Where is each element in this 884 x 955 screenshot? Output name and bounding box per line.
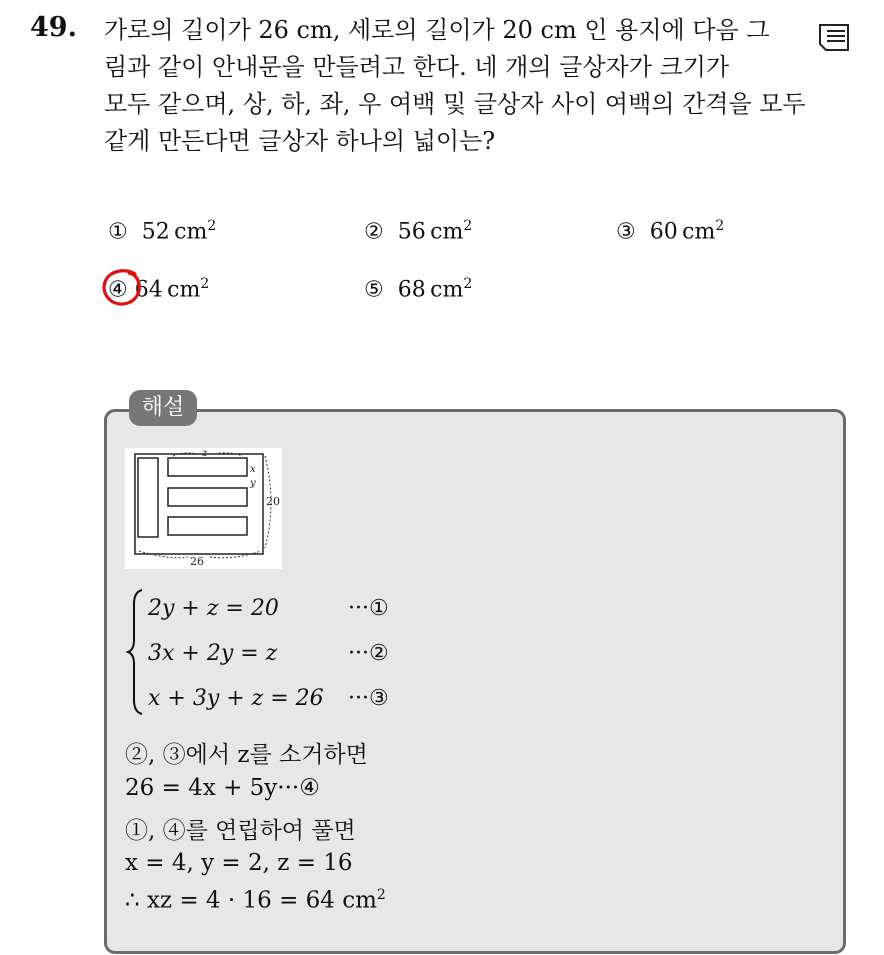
layout-figure bbox=[125, 448, 282, 569]
solution-tag: 해설 bbox=[129, 390, 197, 426]
equation-1: 2y + z = 20 bbox=[148, 596, 279, 621]
choice-exp: 2 bbox=[207, 218, 217, 234]
choice-value: 52 bbox=[141, 219, 170, 245]
solution-step: ②, ③에서 z를 소거하면 bbox=[125, 742, 368, 768]
solution-final bbox=[125, 887, 386, 914]
system-brace bbox=[126, 588, 146, 716]
question-line: 모두 같으며, 상, 하, 좌, 우 여백 및 글상자 사이 여백의 간격을 모두 bbox=[104, 90, 806, 118]
choice-3[interactable] bbox=[616, 218, 724, 244]
solution-step: ①, ④를 연립하여 풀면 bbox=[125, 818, 356, 844]
choice-mark: ② bbox=[364, 219, 384, 245]
choice-exp: 2 bbox=[463, 276, 473, 292]
question-line: 림과 같이 안내문을 만들려고 한다. 네 개의 글상자가 크기가 bbox=[104, 53, 730, 81]
figure-label-width: 26 bbox=[190, 555, 204, 568]
choice-unit: cm bbox=[167, 277, 201, 303]
equation-2-ref: ···② bbox=[348, 641, 389, 666]
choice-value: 56 bbox=[397, 219, 426, 245]
question-text bbox=[104, 12, 864, 160]
choice-unit: cm bbox=[682, 219, 716, 245]
choice-1[interactable] bbox=[108, 218, 216, 244]
question-line: 가로의 길이가 26 cm, 세로의 길이가 20 cm 인 용지에 다음 그 bbox=[104, 16, 770, 44]
question-number: 49. bbox=[30, 12, 77, 43]
figure-label-z: z bbox=[202, 448, 208, 459]
choice-exp: 2 bbox=[463, 218, 473, 234]
figure-label-x: x bbox=[250, 464, 256, 475]
question-line: 같게 만든다면 글상자 하나의 넓이는? bbox=[104, 127, 496, 155]
solution-step: 26 = 4x + 5y···④ bbox=[125, 775, 320, 801]
equation-3: x + 3y + z = 26 bbox=[148, 686, 324, 711]
choice-exp: 2 bbox=[200, 276, 210, 292]
choice-value: 60 bbox=[649, 219, 678, 245]
choice-5[interactable] bbox=[364, 276, 472, 302]
choice-exp: 2 bbox=[715, 218, 725, 234]
document-icon[interactable] bbox=[818, 22, 850, 52]
figure-label-y: y bbox=[250, 478, 256, 489]
choice-2[interactable] bbox=[364, 218, 472, 244]
figure-label-height: 20 bbox=[266, 495, 280, 508]
choice-unit: cm bbox=[430, 277, 464, 303]
equation-3-ref: ···③ bbox=[348, 686, 389, 711]
final-answer: ∴ xz = 4 · 16 = 64 cm bbox=[125, 887, 377, 914]
final-exp: 2 bbox=[376, 887, 386, 903]
equation-1-ref: ···① bbox=[348, 596, 389, 621]
choice-unit: cm bbox=[430, 219, 464, 245]
choice-mark: ① bbox=[108, 219, 128, 245]
selected-answer-circle bbox=[101, 268, 145, 308]
solution-step: x = 4, y = 2, z = 16 bbox=[125, 850, 353, 876]
choice-mark: ③ bbox=[616, 219, 636, 245]
equation-2: 3x + 2y = z bbox=[148, 641, 278, 666]
choice-unit: cm bbox=[174, 219, 208, 245]
choice-mark: ④ bbox=[108, 277, 128, 303]
choice-value: 68 bbox=[397, 277, 426, 303]
choice-mark: ⑤ bbox=[364, 277, 384, 303]
choice-value: 64 bbox=[134, 277, 163, 303]
